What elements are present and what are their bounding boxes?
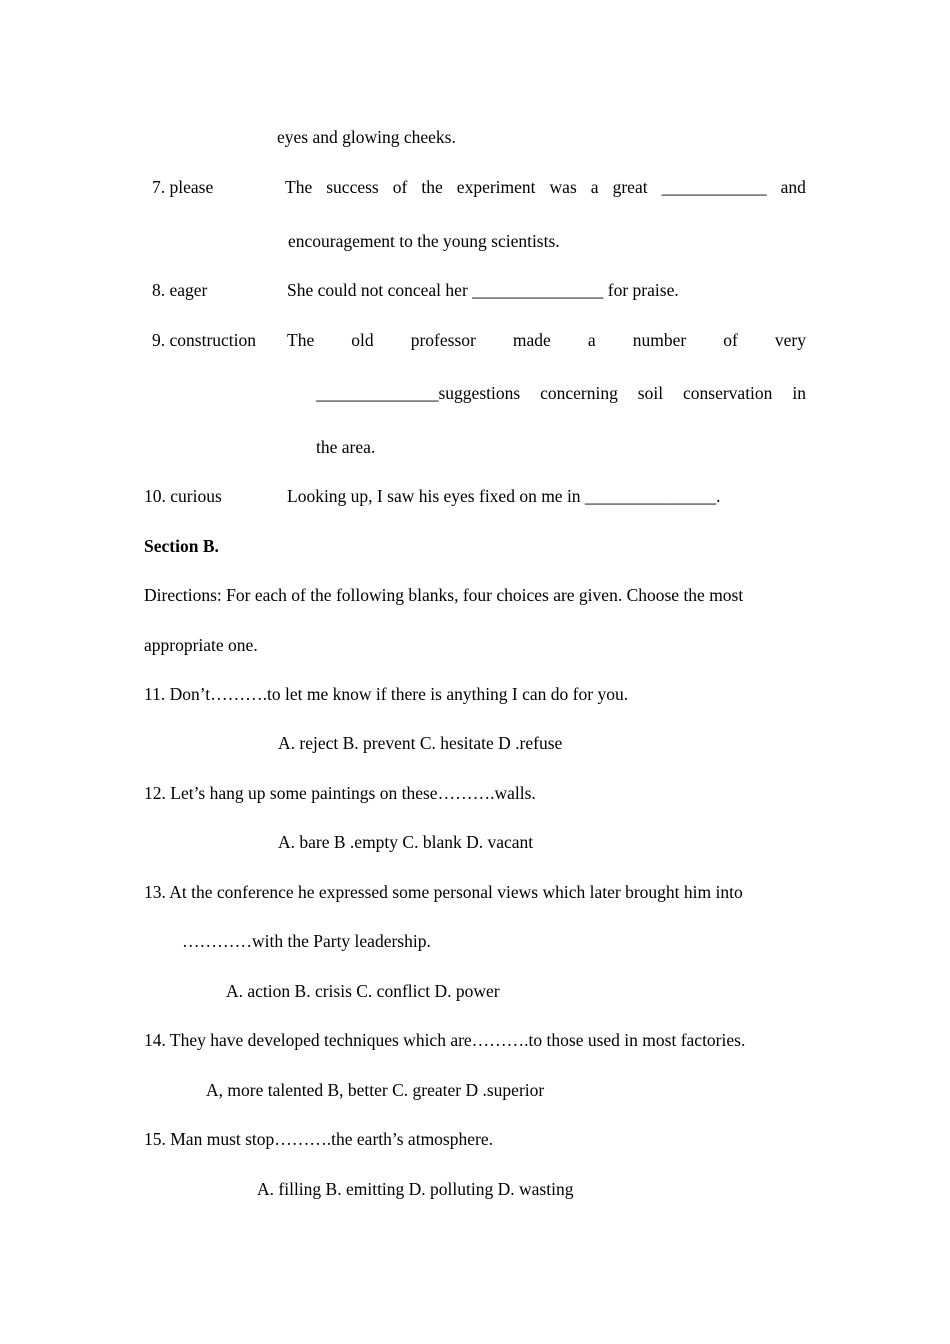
item7-w0: The: [285, 177, 313, 197]
item7-w9: and: [780, 177, 806, 197]
item10-word: 10. curious: [144, 486, 222, 506]
item9-l2-w0: ______________suggestions: [316, 383, 521, 403]
item7-w3: the: [421, 177, 443, 197]
item7-word: 7. please: [152, 177, 214, 197]
item9-l2-w3: conservation: [683, 383, 773, 403]
item7-w2: of: [392, 177, 408, 197]
item9-l2-w2: soil: [637, 383, 664, 403]
q13-stem: 13. At the conference he expressed some personal views which later brought him into: [144, 882, 743, 902]
item7-w1: success: [326, 177, 379, 197]
q12-stem: 12. Let’s hang up some paintings on these……….walls.: [144, 783, 536, 803]
directions-line1: Directions: For each of the following blanks, four choices are given. Choose the most: [144, 585, 744, 605]
item9-w1: old: [351, 330, 374, 350]
q13-stem-continuation: …………with the Party leadership.: [182, 931, 431, 951]
q14-stem: 14. They have developed techniques which are……….to those used in most factories.: [144, 1030, 746, 1050]
q12-options: A. bare B .empty C. blank D. vacant: [278, 832, 534, 852]
item7-w6: a: [590, 177, 599, 197]
item10-sentence: Looking up, I saw his eyes fixed on me in _______________.: [287, 486, 721, 506]
q14-options: A, more talented B, better C. greater D .superior: [206, 1080, 545, 1100]
item9-w6: of: [723, 330, 738, 350]
section-b-heading: Section B.: [144, 536, 219, 556]
q15-options: A. filling B. emitting D. polluting D. wasting: [257, 1179, 574, 1199]
item9-w2: professor: [410, 330, 476, 350]
item7-continuation: encouragement to the young scientists.: [288, 231, 560, 251]
item9-continuation: the area.: [316, 437, 376, 457]
item9-l2-w4: in: [792, 383, 806, 403]
item9-w5: number: [632, 330, 687, 350]
item8-word: 8. eager: [152, 280, 208, 300]
item6-continuation: eyes and glowing cheeks.: [277, 127, 456, 147]
item9-w3: made: [512, 330, 551, 350]
item9-w0: The: [287, 330, 315, 350]
item7-w4: experiment: [456, 177, 536, 197]
item9-sentence-line2: [316, 382, 806, 404]
item9-word: 9. construction: [152, 330, 257, 350]
q13-options: A. action B. crisis C. conflict D. power: [226, 981, 500, 1001]
item7-w8: ____________: [661, 177, 767, 197]
directions-line2: appropriate one.: [144, 635, 258, 655]
item8-sentence: She could not conceal her _______________ for praise.: [287, 280, 679, 300]
q11-stem: 11. Don’t……….to let me know if there is anything I can do for you.: [144, 684, 629, 704]
item7-w5: was: [549, 177, 577, 197]
q11-options: A. reject B. prevent C. hesitate D .refuse: [278, 733, 563, 753]
item9-l2-w1: concerning: [540, 383, 618, 403]
item9-w4: a: [587, 330, 596, 350]
item7-sentence: [285, 176, 806, 198]
item9-sentence: [287, 329, 806, 351]
item9-w7: very: [774, 330, 806, 350]
q15-stem: 15. Man must stop……….the earth’s atmosphere.: [144, 1129, 493, 1149]
item7-w7: great: [612, 177, 648, 197]
